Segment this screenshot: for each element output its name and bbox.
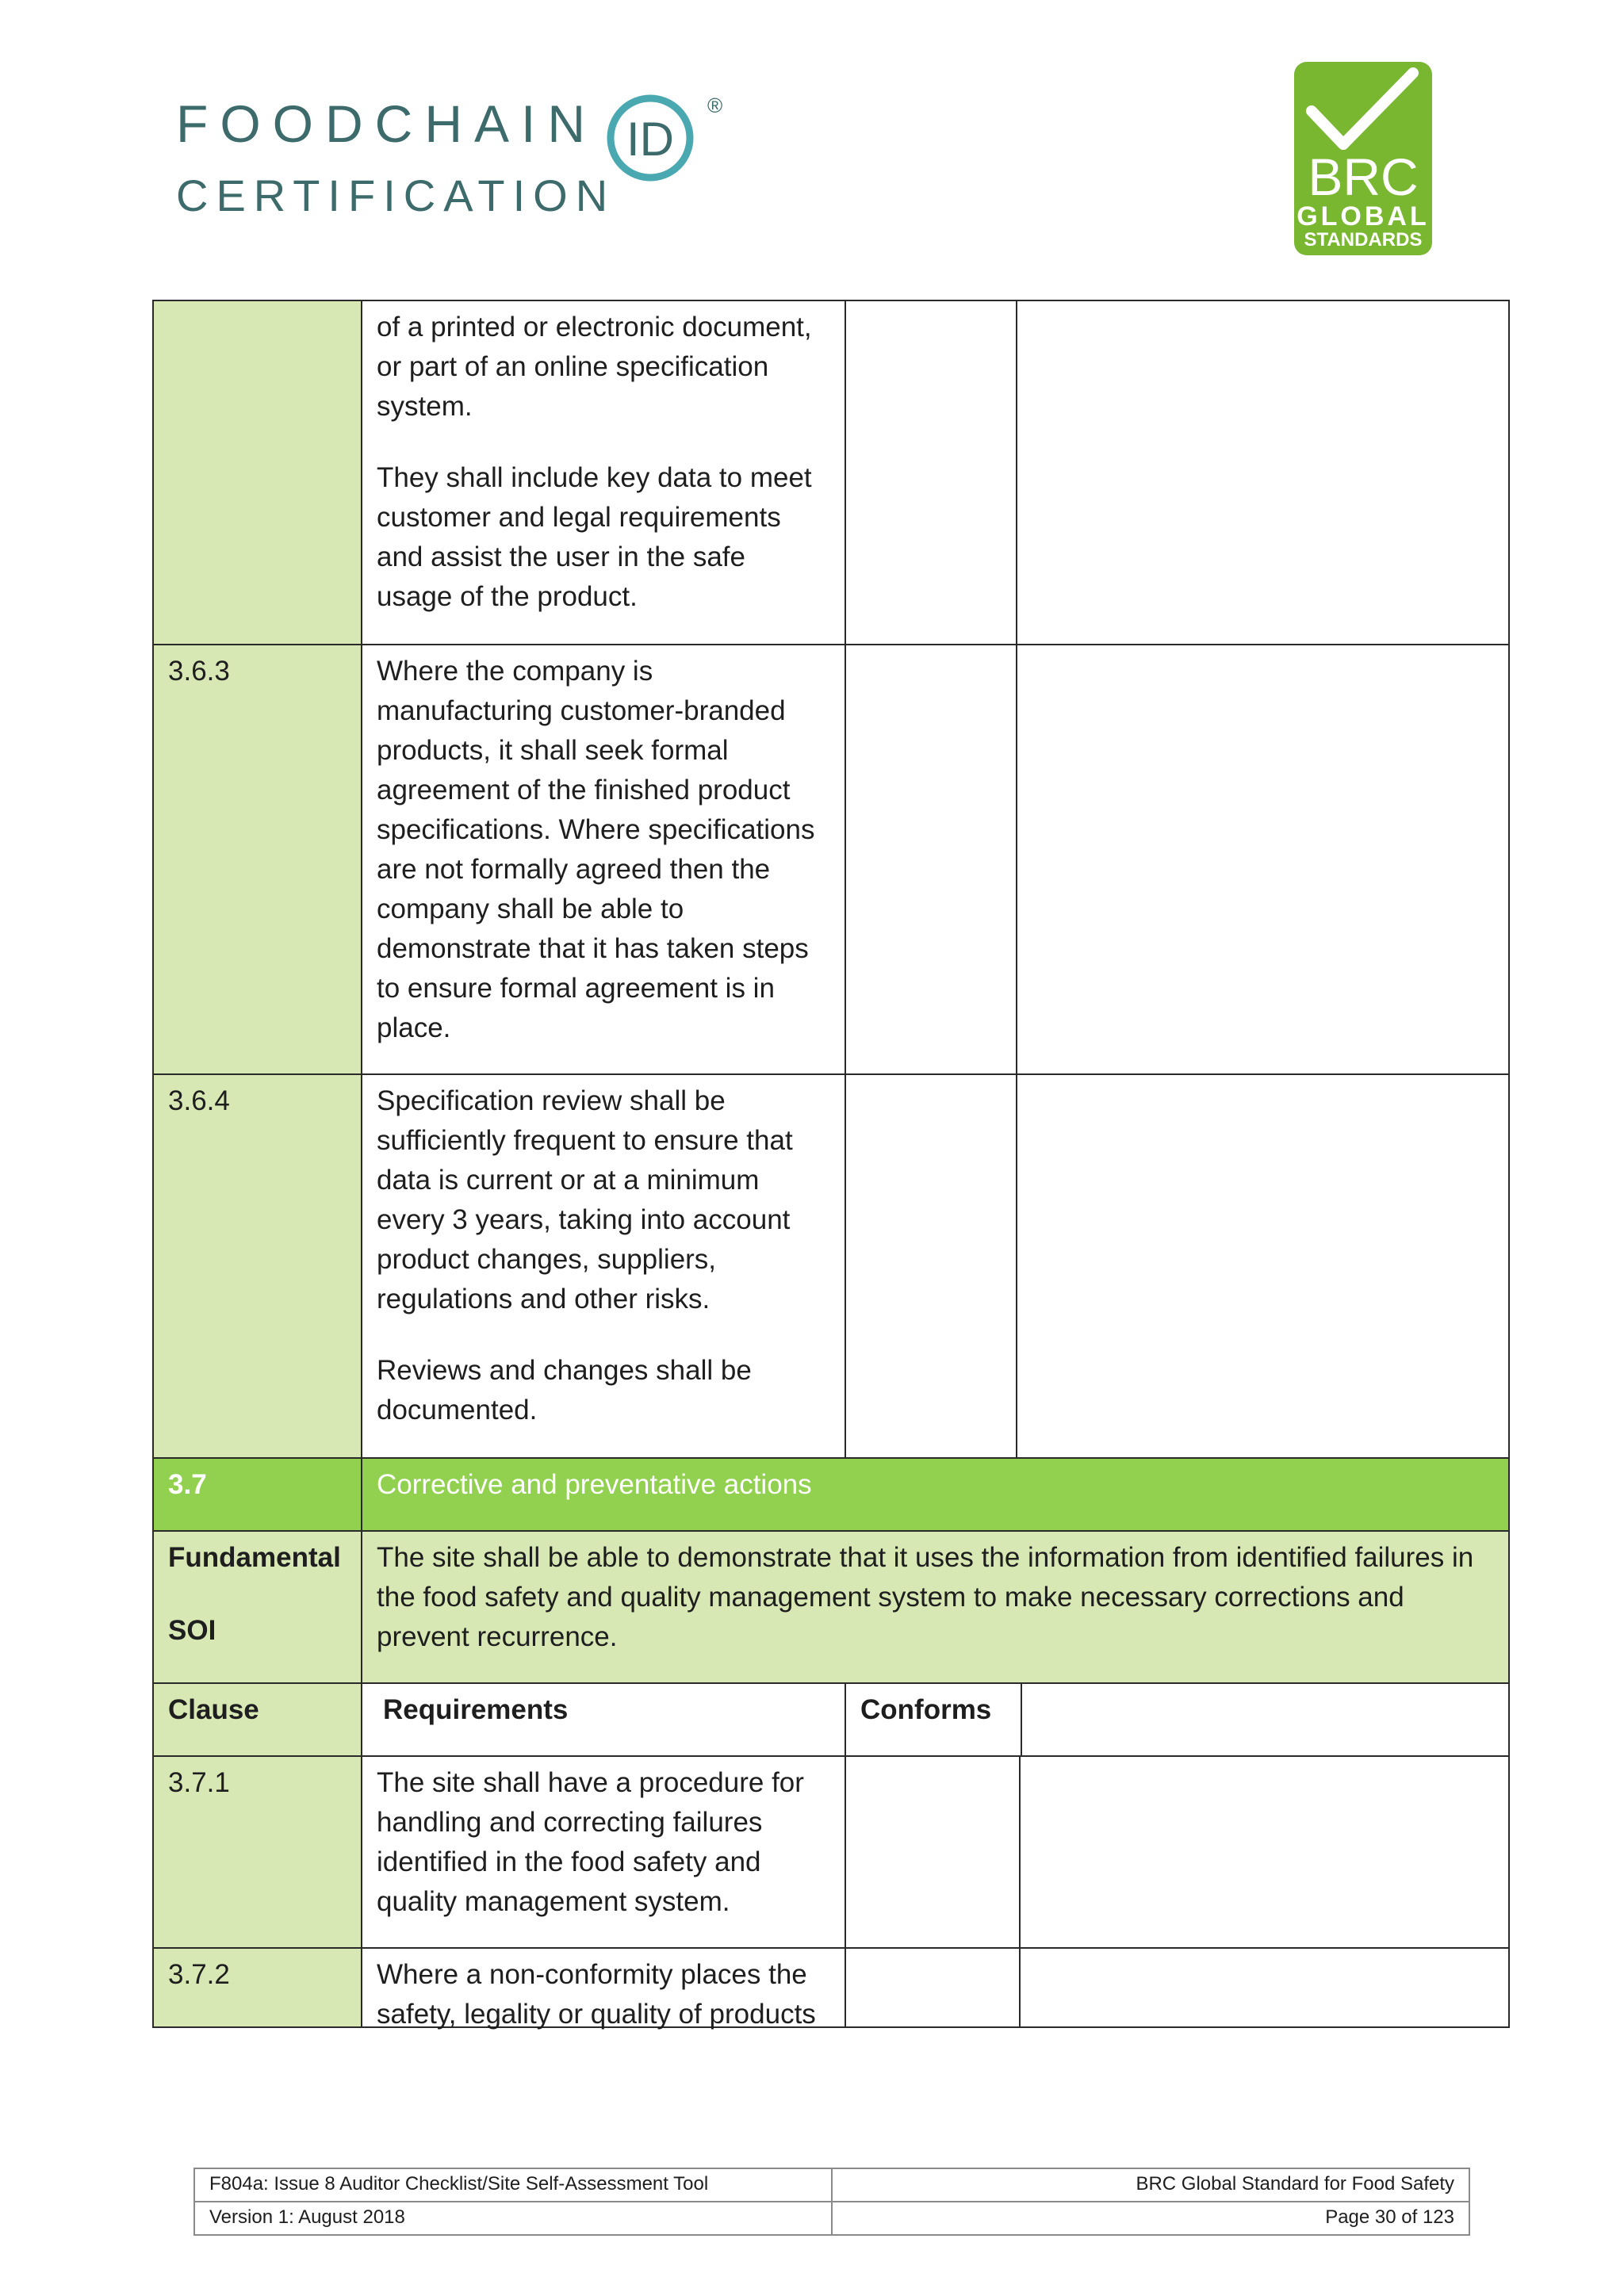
table-row	[154, 1075, 1510, 1459]
requirement-text: Reviews and changes shall be documented.	[377, 1355, 752, 1425]
requirements-header-label: Requirements	[383, 1694, 569, 1725]
fundamental-label-cell	[152, 1530, 362, 1684]
requirement-cell	[361, 1755, 846, 1949]
logo-line1: FOODCHAIN	[176, 94, 597, 153]
column-header-requirements	[361, 1682, 846, 1757]
requirement-cell	[361, 1073, 846, 1459]
clause-cell	[152, 300, 362, 645]
table-row	[154, 301, 1510, 645]
footer-doc-title: F804a: Issue 8 Auditor Checklist/Site Self-Assessment Tool	[193, 2168, 833, 2202]
fundamental-statement: The site shall be able to demonstrate that it uses the information from identified failures in the food safety and quality management system to make necessary corrections and prevent recurrence.	[377, 1542, 1474, 1652]
table-row	[154, 645, 1510, 1075]
soi-label: SOI	[168, 1615, 216, 1646]
comments-cell[interactable]	[1019, 1947, 1510, 2028]
conforms-cell[interactable]	[845, 1947, 1021, 2028]
conforms-cell[interactable]	[845, 1755, 1021, 1949]
clause-cell	[152, 1947, 362, 2028]
clause-header-label: Clause	[168, 1694, 259, 1725]
footer-page-number: Page 30 of 123	[831, 2201, 1470, 2236]
clause-cell	[152, 1755, 362, 1949]
brc-global-text: GLOBAL	[1297, 201, 1430, 232]
section-number-cell	[152, 1457, 362, 1532]
comments-cell[interactable]	[1016, 644, 1510, 1075]
clause-number	[154, 301, 361, 308]
requirement-text: Where the company is manufacturing customer-branded products, it shall seek formal agreement of the finished product specifications. Where specifications are not formally agreed then the company shall be able to demonstrate that it has taken steps to ensure formal agreement is in place.	[377, 656, 815, 1043]
table-row	[154, 1949, 1510, 2028]
column-header-clause	[152, 1682, 362, 1757]
clause-number: 3.6.4	[168, 1085, 230, 1116]
comments-cell[interactable]	[1016, 300, 1510, 645]
brc-global-standards-logo	[1294, 62, 1432, 255]
fundamental-row	[154, 1532, 1510, 1684]
clause-cell	[152, 1073, 362, 1459]
comments-cell[interactable]	[1016, 1073, 1510, 1459]
section-header-row	[154, 1459, 1510, 1532]
requirement-cell	[361, 300, 846, 645]
id-circle-icon	[604, 89, 739, 192]
requirement-text: Specification review shall be sufficiently frequent to ensure that data is current or at a minimum every 3 years, taking into account product changes, suppliers, regulations and other risks.	[377, 1085, 793, 1314]
section-title-cell	[361, 1457, 1510, 1532]
clause-number: 3.7.1	[168, 1767, 230, 1798]
conforms-cell[interactable]	[845, 1073, 1017, 1459]
logo-line2: CERTIFICATION	[176, 170, 616, 220]
footer-standard: BRC Global Standard for Food Safety	[831, 2168, 1470, 2202]
clause-number: 3.6.3	[168, 656, 230, 687]
footer-version: Version 1: August 2018	[193, 2201, 833, 2236]
column-header-conforms	[845, 1682, 1022, 1757]
registered-mark: ®	[707, 94, 723, 117]
requirement-text: of a printed or electronic document, or part of an online specification system.	[377, 312, 812, 422]
logo-id-text: ID	[626, 113, 674, 166]
comments-cell[interactable]	[1019, 1755, 1510, 1949]
conforms-cell[interactable]	[845, 300, 1017, 645]
requirement-text: Where a non-conformity places the safety, legality or quality of products	[377, 1959, 816, 2030]
section-number: 3.7	[168, 1469, 207, 1500]
column-header-row	[154, 1684, 1510, 1757]
requirement-text: They shall include key data to meet customer and legal requirements and assist the user in the safe usage of the product.	[377, 462, 812, 612]
section-title: Corrective and preventative actions	[377, 1469, 812, 1500]
brc-standards-text: STANDARDS	[1304, 229, 1423, 251]
fundamental-label: Fundamental	[168, 1542, 341, 1573]
fundamental-statement-cell	[361, 1530, 1510, 1684]
conforms-header-label: Conforms	[860, 1694, 992, 1725]
table-row	[154, 1757, 1510, 1949]
requirement-text: The site shall have a procedure for handling and correcting failures identified in the food safety and quality management system.	[377, 1767, 804, 1917]
conforms-cell[interactable]	[845, 644, 1017, 1075]
brc-text: BRC	[1308, 147, 1419, 206]
requirement-cell	[361, 644, 846, 1075]
clause-cell	[152, 644, 362, 1075]
column-header-comments	[1021, 1682, 1510, 1757]
clause-number: 3.7.2	[168, 1959, 230, 1990]
requirement-cell	[361, 1947, 846, 2028]
